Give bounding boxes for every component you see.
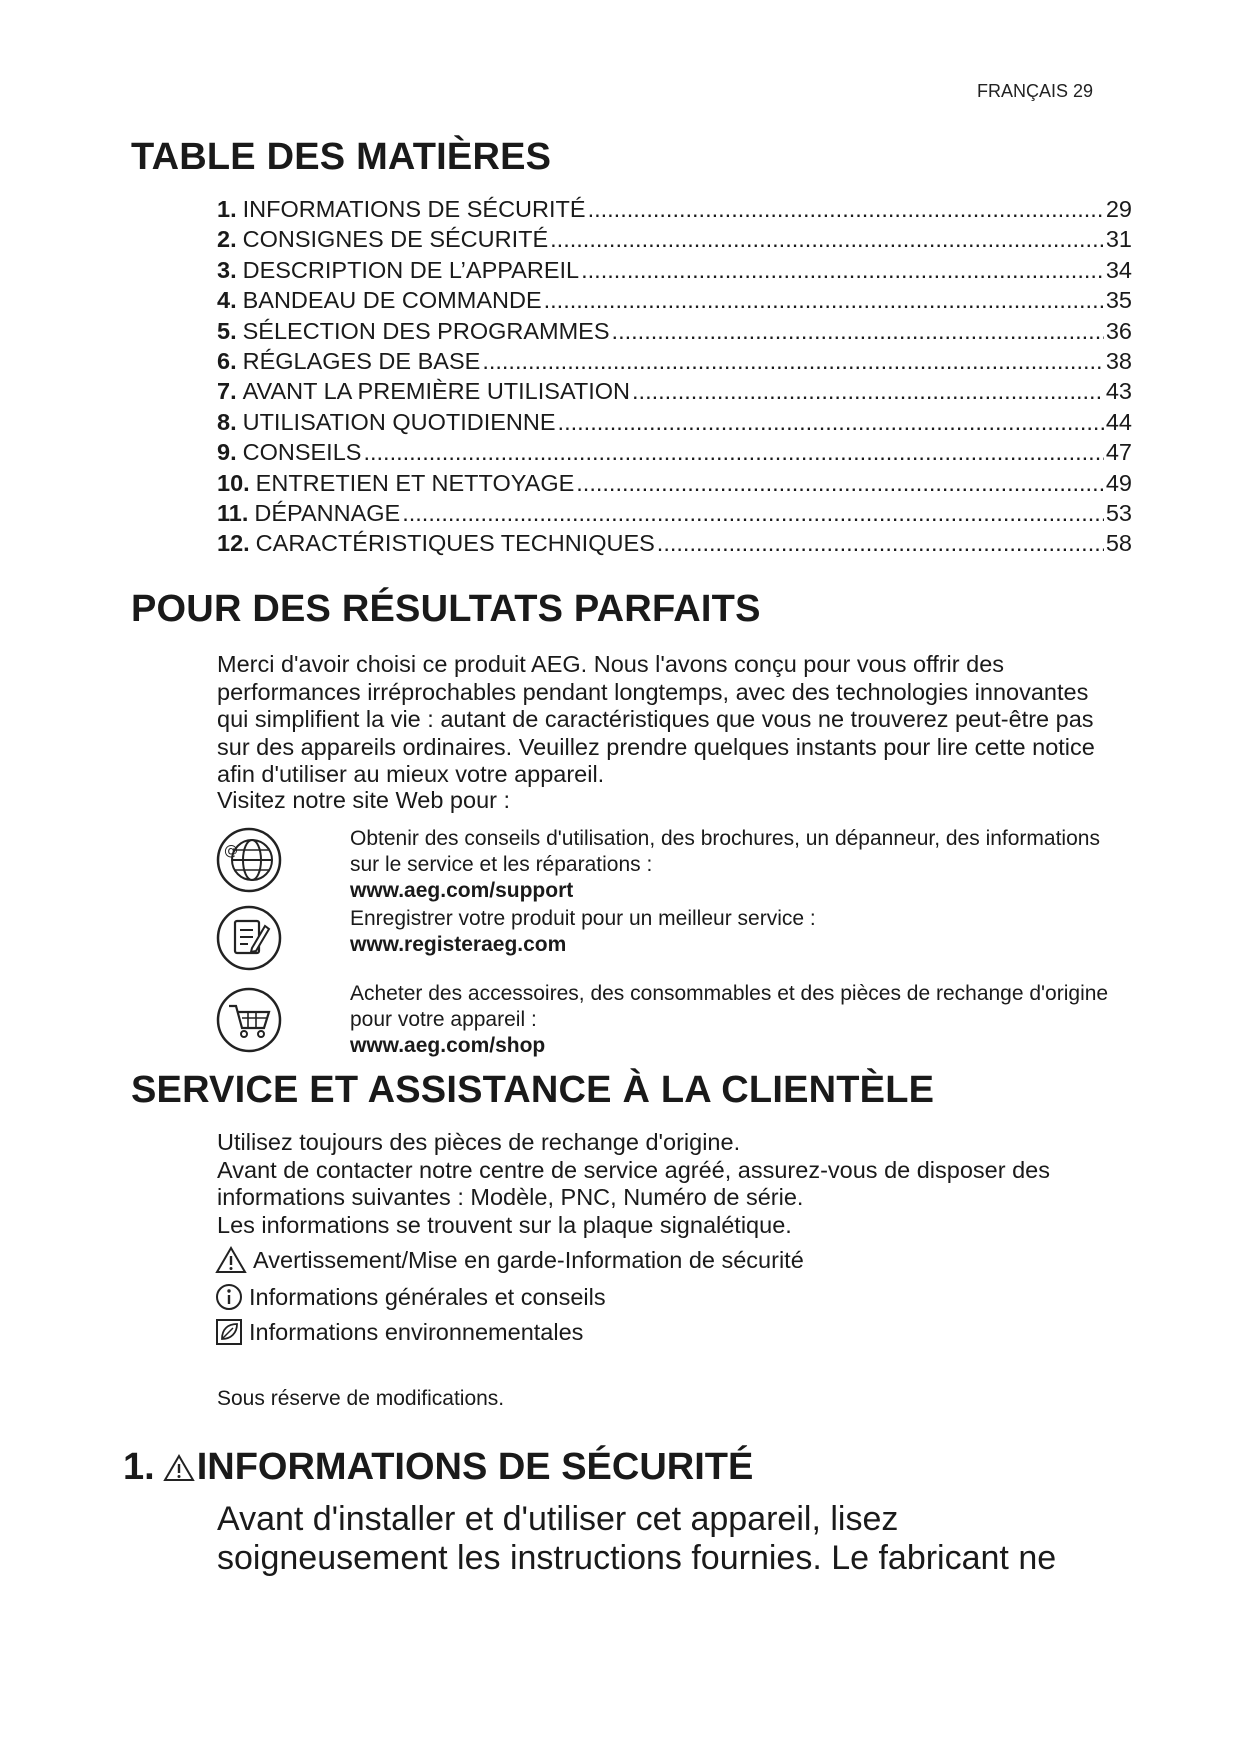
toc-entry-page: 36: [1105, 317, 1132, 344]
service-paragraph: [217, 1129, 1117, 1239]
legend-text: Avertissement/Mise en garde-Information de sécurité: [253, 1246, 804, 1273]
warning-icon: [163, 1453, 195, 1483]
globe-icon: [215, 826, 283, 894]
toc-entry-page: 58: [1105, 530, 1132, 557]
toc-entry-page: 43: [1105, 378, 1132, 405]
toc-entry-number: 12.: [217, 530, 250, 557]
toc-entry-number: 11.: [217, 499, 249, 526]
shop-link[interactable]: www.aeg.com/shop: [350, 1034, 546, 1057]
warning-icon: [215, 1246, 247, 1274]
results-paragraph: Merci d'avoir choisi ce produit AEG. Nous l'avons conçu pour vous offrir des performances irréprochables pendant longtemps, avec des technologies innovantes qui simplifient la vie : autant de caractéristiques que vous ne trouverez peut-être pas sur des appareils ordinaires. Veuillez prendre quelques instants pour lire cette notice afin d'utiliser au mieux votre appareil.: [217, 651, 1095, 788]
web-item-text: Obtenir des conseils d'utilisation, des brochures, un dépanneur, des informations sur le service et les réparations :: [350, 827, 1100, 876]
support-link[interactable]: www.aeg.com/support: [350, 879, 574, 902]
toc-entry-label: SÉLECTION DES PROGRAMMES: [242, 317, 610, 344]
toc-entry-page: 47: [1105, 439, 1132, 466]
svg-text:@: @: [224, 843, 238, 859]
toc-entry-page: 49: [1105, 469, 1132, 496]
toc-entry-label: INFORMATIONS DE SÉCURITÉ: [242, 196, 586, 222]
web-item-text: Acheter des accessoires, des consommables et des pièces de rechange d'origine pour votre appareil :: [350, 982, 1109, 1031]
section-1-body: Avant d'installer et d'utiliser cet appareil, lisez soigneusement les instructions fournies. Le fabricant ne: [217, 1500, 1057, 1577]
toc-leader-dots: [558, 409, 1104, 436]
section-number: 1.: [123, 1446, 155, 1488]
toc-entry-number: 6.: [217, 347, 237, 374]
toc-entry-page: 53: [1105, 499, 1132, 526]
toc-entry[interactable]: [217, 500, 1132, 530]
legend-text: Informations environnementales: [249, 1318, 584, 1345]
service-line: Les informations se trouvent sur la plaque signalétique.: [217, 1211, 792, 1238]
subject-to-change-note: Sous réserve de modifications.: [217, 1387, 505, 1410]
legend-text: Informations générales et conseils: [249, 1283, 606, 1310]
page-number: FRANÇAIS 29: [977, 81, 1094, 101]
toc-entry-label: DESCRIPTION DE L’APPAREIL: [242, 256, 580, 283]
toc-entry-number: 2.: [217, 226, 237, 253]
toc-entry[interactable]: [217, 226, 1132, 256]
toc-entry-number: 8.: [217, 408, 237, 435]
table-of-contents: [217, 196, 1132, 561]
toc-entry-page: 38: [1105, 347, 1132, 374]
toc-entry-label: BANDEAU DE COMMANDE: [242, 287, 542, 314]
toc-entry[interactable]: [217, 530, 1132, 560]
toc-entry-number: 7.: [217, 378, 237, 405]
toc-entry[interactable]: [217, 287, 1132, 317]
toc-leader-dots: [657, 530, 1104, 557]
toc-entry-number: 3.: [217, 256, 237, 283]
toc-entry[interactable]: [217, 378, 1132, 408]
info-icon: [215, 1283, 243, 1311]
toc-entry-label: RÉGLAGES DE BASE: [242, 347, 481, 374]
toc-leader-dots: [482, 348, 1104, 375]
toc-title: TABLE DES MATIÈRES: [131, 136, 552, 178]
toc-entry-page: 29: [1105, 196, 1132, 222]
toc-leader-dots: [581, 257, 1104, 284]
section-title: INFORMATIONS DE SÉCURITÉ: [196, 1446, 754, 1488]
toc-leader-dots: [402, 500, 1104, 527]
toc-entry-label: CONSEILS: [242, 439, 362, 466]
toc-entry-page: 34: [1105, 256, 1132, 283]
legend-info: [215, 1283, 606, 1311]
toc-entry-page: 44: [1105, 408, 1132, 435]
cart-icon: [215, 986, 283, 1054]
toc-leader-dots: [612, 318, 1104, 345]
toc-entry-number: 1.: [217, 196, 237, 222]
toc-entry-label: ENTRETIEN ET NETTOYAGE: [255, 469, 575, 496]
leaf-icon: [215, 1318, 243, 1346]
results-title: POUR DES RÉSULTATS PARFAITS: [131, 588, 761, 630]
toc-entry[interactable]: [217, 196, 1132, 226]
toc-leader-dots: [588, 196, 1104, 223]
toc-entry[interactable]: [217, 318, 1132, 348]
toc-entry[interactable]: [217, 257, 1132, 287]
toc-leader-dots: [544, 287, 1104, 314]
toc-entry-number: 10.: [217, 469, 250, 496]
toc-entry-number: 5.: [217, 317, 237, 344]
service-line: Avant de contacter notre centre de service agréé, assurez-vous de disposer des informations suivantes : Modèle, PNC, Numéro de série.: [217, 1156, 1050, 1211]
toc-entry-label: DÉPANNAGE: [254, 499, 401, 526]
section-1-heading: [123, 1446, 753, 1489]
toc-entry-label: AVANT LA PREMIÈRE UTILISATION: [242, 378, 631, 405]
toc-leader-dots: [576, 470, 1104, 497]
toc-entry[interactable]: [217, 409, 1132, 439]
toc-entry-number: 9.: [217, 439, 237, 466]
toc-entry[interactable]: [217, 348, 1132, 378]
toc-leader-dots: [550, 226, 1104, 253]
register-icon: [215, 904, 283, 972]
toc-entry-label: CARACTÉRISTIQUES TECHNIQUES: [255, 530, 655, 557]
toc-leader-dots: [363, 439, 1103, 466]
toc-entry[interactable]: [217, 470, 1132, 500]
service-title: SERVICE ET ASSISTANCE À LA CLIENTÈLE: [131, 1069, 935, 1111]
web-item-text: Enregistrer votre produit pour un meilleur service :: [350, 907, 816, 930]
service-line: Utilisez toujours des pièces de rechange d'origine.: [217, 1129, 741, 1155]
visit-website-text: Visitez notre site Web pour :: [217, 787, 511, 813]
toc-entry-label: UTILISATION QUOTIDIENNE: [242, 408, 556, 435]
toc-leader-dots: [632, 378, 1104, 405]
toc-entry-page: 35: [1105, 287, 1132, 314]
legend-environment: [215, 1318, 583, 1346]
register-link[interactable]: www.registeraeg.com: [350, 933, 567, 956]
legend-warning: [215, 1246, 804, 1274]
toc-entry-number: 4.: [217, 287, 237, 314]
toc-entry-label: CONSIGNES DE SÉCURITÉ: [242, 226, 549, 253]
toc-entry-page: 31: [1105, 226, 1132, 253]
toc-entry[interactable]: [217, 439, 1132, 469]
